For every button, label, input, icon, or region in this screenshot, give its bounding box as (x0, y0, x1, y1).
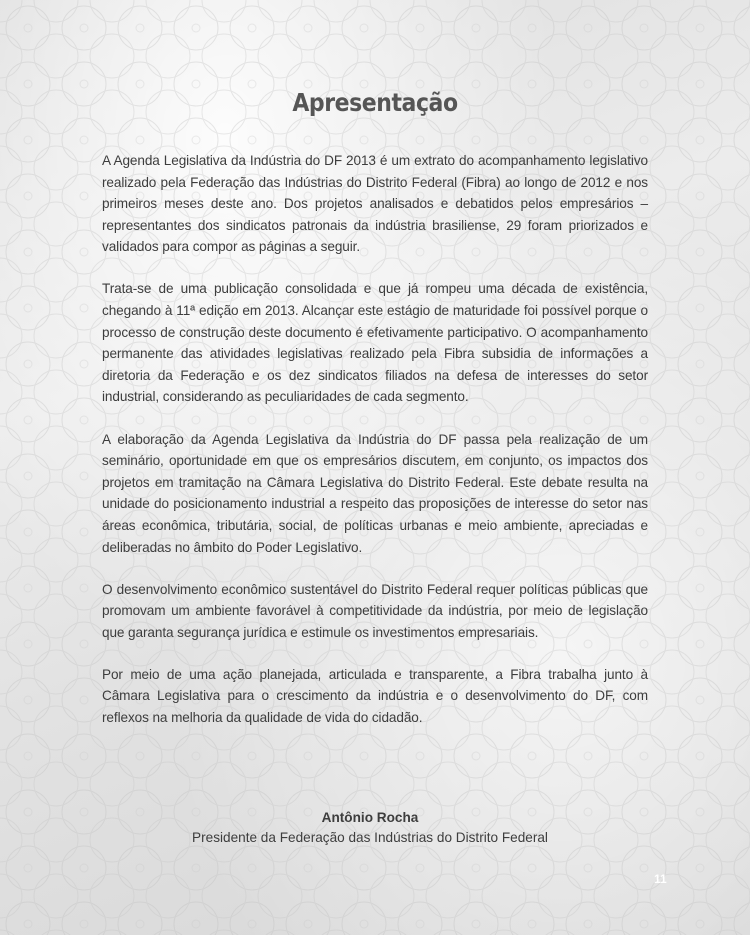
signature-block (0, 808, 740, 848)
page-number: 11 (654, 872, 667, 886)
paragraph: O desenvolvimento econômico sustentável do Distrito Federal requer políticas públicas que promovam um ambiente favorável à competitividade da indústria, por meio de legislação que garanta segurança jurídica e estimule os investimentos empresariais. (102, 581, 648, 640)
signature-role: Presidente da Federação das Indústrias do Distrito Federal (192, 830, 548, 845)
paragraph: Trata-se de uma publicação consolidada e que já rompeu uma década de existência, chegando à 11ª edição em 2013. Alcançar este estágio de maturidade foi possível porque o processo de construção deste documento é efetivamente participativo. O acompanhamento permanente das atividades legislativas realizado pela Fibra subsidia de informações a diretoria da Federação e os dez sindicatos filiados na defesa de interesses do setor industrial, considerando as peculiaridades de cada segmento. (102, 281, 648, 405)
paragraph: Por meio de uma ação planejada, articulada e transparente, a Fibra trabalha junto à Câmara Legislativa para o crescimento da indústria e o desenvolvimento do DF, com reflexos na melhoria da qualidade de vida do cidadão. (102, 666, 648, 726)
signature-name: Antônio Rocha (321, 810, 419, 825)
paragraph: A elaboração da Agenda Legislativa da Indústria do DF passa pela realização de um seminário, oportunidade em que os empresários discutem, em conjunto, os impactos dos projetos em tramitação na Câmara Legislativa do Distrito Federal. Este debate resulta na unidade do posicionamento industrial a respeito das proposições de interesse do setor nas áreas econômica, tributária, social, de políticas urbanas e meio ambiente, apreciadas e deliberadas no âmbito do Poder Legislativo. (102, 431, 648, 555)
body-text (102, 150, 648, 749)
paragraph: A Agenda Legislativa da Indústria do DF 2013 é um extrato do acompanhamento legislativo realizado pela Federação das Indústrias do Distrito Federal (Fibra) ao longo de 2012 e nos primeiros meses deste ano. Dos projetos analisados e debatidos pelos empresários – representantes dos sindicatos patronais da indústria brasiliense, 29 foram priorizados e validados para compor as páginas a seguir. (102, 153, 648, 255)
page-title: Apresentação (292, 88, 458, 117)
